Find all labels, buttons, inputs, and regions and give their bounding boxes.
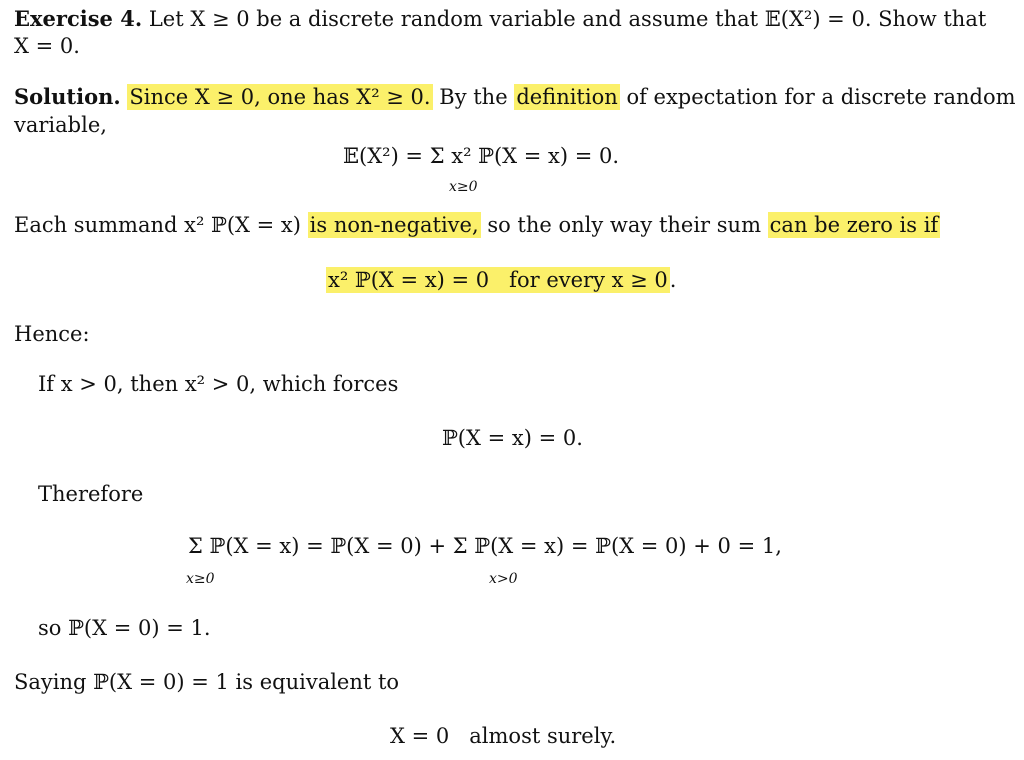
summand-middle: so the only way their sum <box>480 213 768 237</box>
equation-expectation-text: 𝔼(X²) = Σ x² ℙ(X = x) = 0. <box>343 144 620 168</box>
so-line: so ℙ(X = 0) = 1. <box>38 616 211 640</box>
equation-sum-text: Σ ℙ(X = x) = ℙ(X = 0) + Σ ℙ(X = x) = ℙ(X = 0) + 0 = 1, <box>188 534 782 558</box>
equation-sum-subscript-2: x>0 <box>489 571 518 587</box>
equation-expectation <box>343 146 619 167</box>
equation-every-x <box>326 270 676 291</box>
exercise-line-1 <box>14 8 986 30</box>
highlight-can-be-zero: can be zero is if <box>769 213 939 237</box>
highlight-non-negative: is non-negative, <box>309 213 479 237</box>
equation-prob-zero: ℙ(X = x) = 0. <box>442 426 583 450</box>
equation-every-x-period: . <box>669 268 677 292</box>
final-conclusion: X = 0 almost surely. <box>390 724 617 748</box>
therefore-label: Therefore <box>38 482 144 506</box>
solution-heading: Solution. <box>14 84 121 109</box>
highlight-definition: definition <box>516 85 618 109</box>
exercise-heading: Exercise 4. <box>14 6 143 31</box>
exercise-line-2: X = 0. <box>14 34 80 58</box>
equation-sum-subscript-1: x≥0 <box>186 571 215 587</box>
equation-expectation-subscript: x≥0 <box>449 179 478 195</box>
summand-text: Each summand x² ℙ(X = x) <box>14 213 301 237</box>
highlight-since: Since X ≥ 0, one has X² ≥ 0. <box>129 85 431 109</box>
equation-sum <box>188 536 782 557</box>
text-by-the: By the <box>432 85 515 109</box>
exercise-statement: Let X ≥ 0 be a discrete random variable and assume that 𝔼(X²) = 0. Show that <box>148 7 987 31</box>
solution-line-1 <box>14 86 1016 108</box>
saying-line: Saying ℙ(X = 0) = 1 is equivalent to <box>14 670 400 694</box>
highlight-equation-every-x: x² ℙ(X = x) = 0 for every x ≥ 0 <box>328 268 668 292</box>
text-of-expectation: of expectation for a discrete random <box>619 85 1016 109</box>
solution-line-2: variable, <box>14 113 107 137</box>
hence-label: Hence: <box>14 322 90 346</box>
summand-line <box>14 215 940 236</box>
if-positive-line: If x > 0, then x² > 0, which forces <box>38 372 399 396</box>
